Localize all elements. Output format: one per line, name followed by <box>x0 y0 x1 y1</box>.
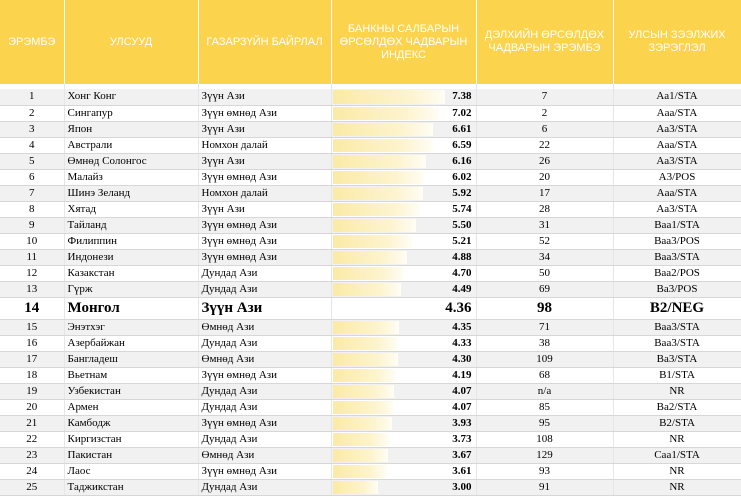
world-rank-cell: 95 <box>476 415 613 431</box>
rating-cell: Baa2/POS <box>613 265 741 281</box>
world-rank-cell: 34 <box>476 249 613 265</box>
world-rank-cell: 38 <box>476 335 613 351</box>
index-value: 6.61 <box>452 122 472 135</box>
table-body <box>0 84 741 495</box>
country-cell: Бангладеш <box>64 351 198 367</box>
table-row <box>0 249 741 265</box>
index-bar <box>333 369 397 382</box>
region-cell: Зүүн өмнөд Ази <box>198 233 331 249</box>
rating-cell: NR <box>613 383 741 399</box>
country-cell: Сингапур <box>64 105 198 121</box>
world-rank-cell: 50 <box>476 265 613 281</box>
region-cell: Зүүн өмнөд Ази <box>198 105 331 121</box>
rating-cell: NR <box>613 479 741 495</box>
country-cell: Филиппин <box>64 233 198 249</box>
world-rank-cell: 98 <box>476 297 613 319</box>
world-rank-cell: 6 <box>476 121 613 137</box>
region-cell: Өмнөд Ази <box>198 319 331 335</box>
table-row <box>0 383 741 399</box>
header-world-rank: ДЭЛХИЙН ӨРСӨЛДӨХ ЧАДВАРЫН ЭРЭМБЭ <box>476 0 613 84</box>
index-cell <box>331 351 476 367</box>
rating-cell: Aa3/STA <box>613 121 741 137</box>
rating-cell: Aaa/STA <box>613 105 741 121</box>
table-row <box>0 121 741 137</box>
region-cell: Дундад Ази <box>198 281 331 297</box>
rank-cell: 3 <box>0 121 64 137</box>
rating-cell: NR <box>613 463 741 479</box>
index-cell <box>331 185 476 201</box>
world-rank-cell: 28 <box>476 201 613 217</box>
country-cell: Узбекистан <box>64 383 198 399</box>
country-cell: Австрали <box>64 137 198 153</box>
table-row <box>0 319 741 335</box>
index-cell <box>331 153 476 169</box>
index-value: 4.49 <box>452 282 472 295</box>
table-row <box>0 415 741 431</box>
index-value: 6.16 <box>452 154 472 167</box>
table-row <box>0 137 741 153</box>
rank-cell: 9 <box>0 217 64 233</box>
index-bar <box>333 353 398 366</box>
index-value: 3.00 <box>452 480 472 493</box>
world-rank-cell: 52 <box>476 233 613 249</box>
world-rank-cell: 68 <box>476 367 613 383</box>
table-row <box>0 463 741 479</box>
index-bar <box>333 321 399 334</box>
index-bar <box>333 401 395 414</box>
rank-cell: 10 <box>0 233 64 249</box>
index-cell <box>331 249 476 265</box>
index-bar <box>333 449 389 462</box>
rank-cell: 23 <box>0 447 64 463</box>
index-value: 4.33 <box>452 336 472 349</box>
index-cell <box>331 297 476 319</box>
country-cell: Хятад <box>64 201 198 217</box>
index-value: 3.73 <box>452 432 472 445</box>
rating-cell: A3/POS <box>613 169 741 185</box>
world-rank-cell: 71 <box>476 319 613 335</box>
index-cell <box>331 201 476 217</box>
country-cell: Шинэ Зеланд <box>64 185 198 201</box>
rank-cell: 5 <box>0 153 64 169</box>
rank-cell: 17 <box>0 351 64 367</box>
table-row <box>0 89 741 105</box>
index-value: 4.88 <box>452 250 472 263</box>
rank-cell: 11 <box>0 249 64 265</box>
world-rank-cell: 109 <box>476 351 613 367</box>
rank-cell: 4 <box>0 137 64 153</box>
rating-cell: Ba3/STA <box>613 351 741 367</box>
country-cell: Малайз <box>64 169 198 185</box>
index-value: 7.02 <box>452 106 472 119</box>
rank-cell: 14 <box>0 297 64 319</box>
table-row <box>0 105 741 121</box>
index-cell <box>331 367 476 383</box>
country-cell: Камбодж <box>64 415 198 431</box>
index-cell <box>331 383 476 399</box>
rating-cell: B1/STA <box>613 367 741 383</box>
index-value: 3.61 <box>452 464 472 477</box>
header-rank: ЭРЭМБЭ <box>0 0 64 84</box>
rating-cell: Ba3/POS <box>613 281 741 297</box>
rank-cell: 18 <box>0 367 64 383</box>
table-row <box>0 217 741 233</box>
country-cell: Киргизстан <box>64 431 198 447</box>
index-cell <box>331 415 476 431</box>
index-bar <box>333 139 433 152</box>
world-rank-cell: n/a <box>476 383 613 399</box>
country-cell: Япон <box>64 121 198 137</box>
table-row <box>0 431 741 447</box>
region-cell: Зүүн Ази <box>198 297 331 319</box>
index-cell <box>331 463 476 479</box>
world-rank-cell: 129 <box>476 447 613 463</box>
rank-cell: 2 <box>0 105 64 121</box>
country-cell: Вьетнам <box>64 367 198 383</box>
world-rank-cell: 108 <box>476 431 613 447</box>
region-cell: Өмнөд Ази <box>198 447 331 463</box>
rating-cell: Aaa/STA <box>613 137 741 153</box>
index-bar <box>333 171 425 184</box>
world-rank-cell: 22 <box>476 137 613 153</box>
index-bar <box>333 107 440 120</box>
region-cell: Өмнөд Ази <box>198 351 331 367</box>
index-value: 4.19 <box>452 368 472 381</box>
rating-cell: Baa3/STA <box>613 335 741 351</box>
table-row <box>0 281 741 297</box>
rating-cell: Baa3/POS <box>613 233 741 249</box>
rating-cell: B2/STA <box>613 415 741 431</box>
index-value: 4.07 <box>452 384 472 397</box>
index-bar <box>333 187 423 200</box>
index-cell <box>331 137 476 153</box>
region-cell: Зүүн өмнөд Ази <box>198 415 331 431</box>
world-rank-cell: 91 <box>476 479 613 495</box>
header-rating: УЛСЫН ЗЭЭЛЖИХ ЗЭРЭГЛЭЛ <box>613 0 741 84</box>
header-index: БАНКНЫ САЛБАРЫН ӨРСӨЛДӨХ ЧАДВАРЫН ИНДЕКС <box>331 0 476 84</box>
region-cell: Зүүн өмнөд Ази <box>198 249 331 265</box>
header-region: ГАЗАРЗҮЙН БАЙРЛАЛ <box>198 0 331 84</box>
index-bar <box>333 481 379 494</box>
rank-cell: 20 <box>0 399 64 415</box>
index-bar <box>333 283 401 296</box>
index-cell <box>331 265 476 281</box>
country-cell: Азербайжан <box>64 335 198 351</box>
world-rank-cell: 69 <box>476 281 613 297</box>
index-value: 4.30 <box>452 352 472 365</box>
index-cell <box>331 447 476 463</box>
region-cell: Зүүн өмнөд Ази <box>198 367 331 383</box>
rank-cell: 1 <box>0 89 64 105</box>
index-value: 4.36 <box>445 299 472 316</box>
index-bar <box>333 235 412 248</box>
world-rank-cell: 17 <box>476 185 613 201</box>
index-bar <box>333 203 420 216</box>
country-cell: Армен <box>64 399 198 415</box>
rating-cell: Aa1/STA <box>613 89 741 105</box>
rank-cell: 24 <box>0 463 64 479</box>
country-cell: Индонези <box>64 249 198 265</box>
region-cell: Зүүн Ази <box>198 153 331 169</box>
rank-cell: 25 <box>0 479 64 495</box>
index-value: 3.93 <box>452 416 472 429</box>
index-bar <box>333 123 434 136</box>
world-rank-cell: 20 <box>476 169 613 185</box>
index-value: 3.67 <box>452 448 472 461</box>
index-bar <box>333 417 393 430</box>
table-row <box>0 233 741 249</box>
index-bar <box>333 337 399 350</box>
index-cell <box>331 399 476 415</box>
region-cell: Зүүн Ази <box>198 89 331 105</box>
index-cell <box>331 319 476 335</box>
rating-cell: Aa3/STA <box>613 201 741 217</box>
table-row <box>0 335 741 351</box>
country-cell: Хонг Конг <box>64 89 198 105</box>
table-row <box>0 351 741 367</box>
index-cell <box>331 335 476 351</box>
index-value: 6.59 <box>452 138 472 151</box>
region-cell: Зүүн өмнөд Ази <box>198 217 331 233</box>
index-value: 6.02 <box>452 170 472 183</box>
rank-cell: 13 <box>0 281 64 297</box>
rating-cell: NR <box>613 431 741 447</box>
region-cell: Зүүн Ази <box>198 121 331 137</box>
table-row <box>0 265 741 281</box>
table-row <box>0 153 741 169</box>
index-value: 5.50 <box>452 218 472 231</box>
index-bar <box>333 155 427 168</box>
country-cell: Лаос <box>64 463 198 479</box>
world-rank-cell: 26 <box>476 153 613 169</box>
rank-cell: 19 <box>0 383 64 399</box>
index-bar <box>333 433 390 446</box>
rating-cell: Baa1/STA <box>613 217 741 233</box>
world-rank-cell: 93 <box>476 463 613 479</box>
country-cell: Казакстан <box>64 265 198 281</box>
rating-cell: Baa3/STA <box>613 319 741 335</box>
rank-cell: 21 <box>0 415 64 431</box>
region-cell: Зүүн өмнөд Ази <box>198 463 331 479</box>
region-cell: Зүүн өмнөд Ази <box>198 169 331 185</box>
table-row <box>0 399 741 415</box>
country-cell: Пакистан <box>64 447 198 463</box>
index-bar <box>333 219 417 232</box>
index-value: 4.07 <box>452 400 472 413</box>
table-row <box>0 169 741 185</box>
table-row <box>0 185 741 201</box>
rating-cell: Aaa/STA <box>613 185 741 201</box>
index-value: 4.35 <box>452 320 472 333</box>
header-country: УЛСУУД <box>64 0 198 84</box>
rank-cell: 16 <box>0 335 64 351</box>
region-cell: Дундад Ази <box>198 479 331 495</box>
world-rank-cell: 2 <box>476 105 613 121</box>
index-cell <box>331 89 476 105</box>
rating-cell: Ba2/STA <box>613 399 741 415</box>
index-cell <box>331 121 476 137</box>
country-cell: Монгол <box>64 297 198 319</box>
world-rank-cell: 31 <box>476 217 613 233</box>
index-value: 5.21 <box>452 234 472 247</box>
index-cell <box>331 233 476 249</box>
table-row <box>0 447 741 463</box>
header-row <box>0 0 741 84</box>
index-cell <box>331 281 476 297</box>
country-cell: Өмнөд Солонгос <box>64 153 198 169</box>
rating-cell: Aa3/STA <box>613 153 741 169</box>
rank-cell: 15 <box>0 319 64 335</box>
region-cell: Дундад Ази <box>198 265 331 281</box>
rank-cell: 12 <box>0 265 64 281</box>
index-cell <box>331 217 476 233</box>
table-row <box>0 201 741 217</box>
country-cell: Тайланд <box>64 217 198 233</box>
rank-cell: 6 <box>0 169 64 185</box>
index-value: 7.38 <box>452 90 472 103</box>
index-value: 5.92 <box>452 186 472 199</box>
region-cell: Дундад Ази <box>198 431 331 447</box>
rank-cell: 7 <box>0 185 64 201</box>
rank-cell: 22 <box>0 431 64 447</box>
index-cell <box>331 431 476 447</box>
rating-cell: B2/NEG <box>613 297 741 319</box>
region-cell: Номхон далай <box>198 185 331 201</box>
region-cell: Дундад Ази <box>198 399 331 415</box>
index-bar <box>333 465 388 478</box>
rating-cell: Baa3/STA <box>613 249 741 265</box>
region-cell: Дундад Ази <box>198 335 331 351</box>
index-cell <box>331 105 476 121</box>
world-rank-cell: 85 <box>476 399 613 415</box>
table-row <box>0 367 741 383</box>
country-cell: Гүрж <box>64 281 198 297</box>
index-bar <box>333 90 445 104</box>
country-cell: Энэтхэг <box>64 319 198 335</box>
index-bar <box>333 267 405 280</box>
region-cell: Зүүн Ази <box>198 201 331 217</box>
index-bar <box>333 385 395 398</box>
index-value: 5.74 <box>452 202 472 215</box>
country-cell: Таджикстан <box>64 479 198 495</box>
region-cell: Номхон далай <box>198 137 331 153</box>
index-cell <box>331 169 476 185</box>
table-row-highlighted <box>0 297 741 319</box>
index-bar <box>333 251 407 264</box>
region-cell: Дундад Ази <box>198 383 331 399</box>
index-value: 4.70 <box>452 266 472 279</box>
rating-cell: Caa1/STA <box>613 447 741 463</box>
world-rank-cell: 7 <box>476 89 613 105</box>
rank-cell: 8 <box>0 201 64 217</box>
